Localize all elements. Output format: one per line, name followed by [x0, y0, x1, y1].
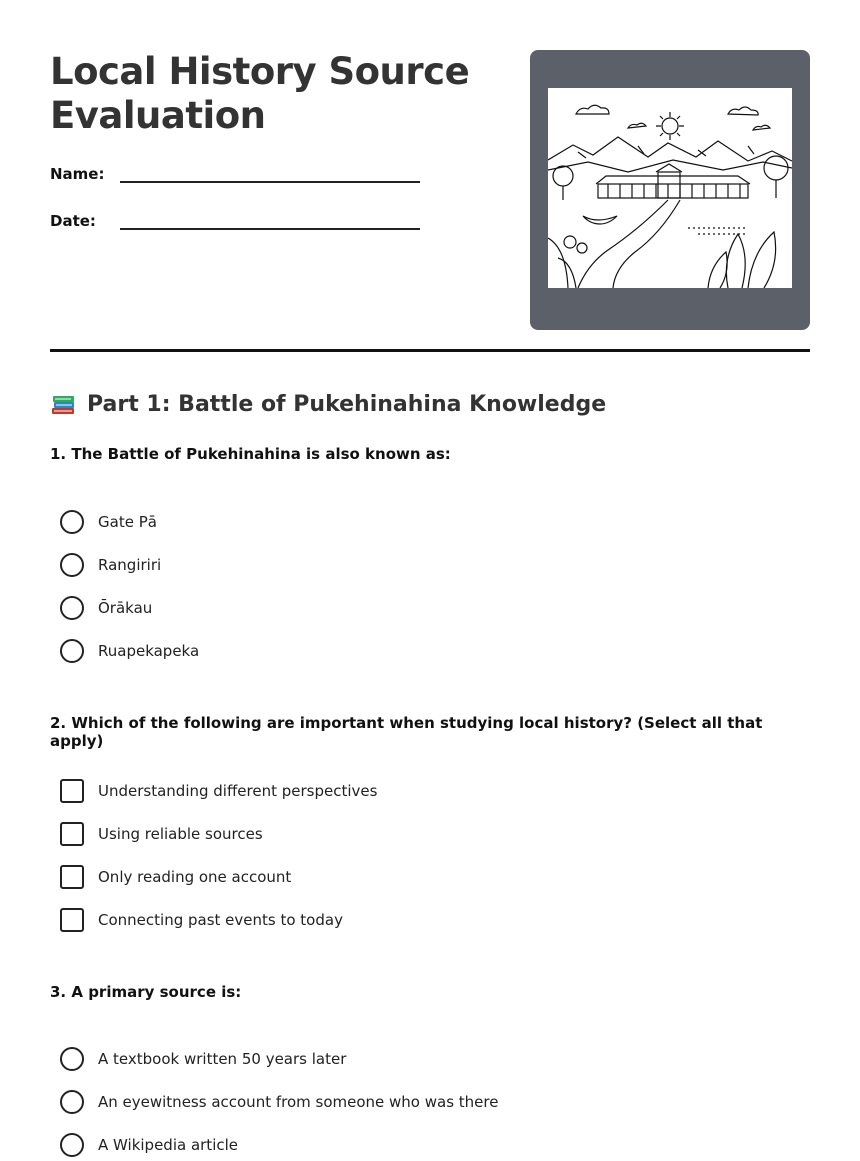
- name-label: Name:: [50, 165, 105, 183]
- option-label: Only reading one account: [98, 868, 292, 886]
- page-title: [50, 50, 510, 138]
- option-label: An eyewitness account from someone who was there: [98, 1093, 499, 1111]
- section-heading: [50, 388, 606, 420]
- q2-option[interactable]: [60, 864, 291, 890]
- q3-option[interactable]: [60, 1089, 498, 1115]
- radio-button[interactable]: [60, 510, 84, 534]
- landscape-illustration: [548, 88, 792, 288]
- q2-option[interactable]: [60, 907, 343, 933]
- q2-option[interactable]: [60, 778, 377, 804]
- option-label: Understanding different perspectives: [98, 782, 378, 800]
- date-field[interactable]: [50, 212, 420, 236]
- radio-button[interactable]: [60, 1090, 84, 1114]
- radio-button[interactable]: [60, 596, 84, 620]
- radio-button[interactable]: [60, 1047, 84, 1071]
- q1-option[interactable]: [60, 509, 157, 535]
- checkbox[interactable]: [60, 779, 84, 803]
- option-label: Using reliable sources: [98, 825, 263, 843]
- radio-button[interactable]: [60, 553, 84, 577]
- checkbox[interactable]: [60, 865, 84, 889]
- title-line-2: Evaluation: [50, 94, 266, 137]
- option-label: Ōrākau: [98, 599, 153, 617]
- q1-option[interactable]: [60, 638, 199, 664]
- name-field[interactable]: [50, 165, 420, 189]
- q3-option[interactable]: [60, 1046, 346, 1072]
- option-label: A Wikipedia article: [98, 1136, 239, 1154]
- q3-option[interactable]: [60, 1132, 238, 1158]
- title-line-1: Local History Source: [50, 50, 470, 93]
- option-label: A textbook written 50 years later: [98, 1050, 347, 1068]
- checkbox[interactable]: [60, 822, 84, 846]
- option-label: Gate Pā: [98, 513, 157, 531]
- q2-option[interactable]: [60, 821, 263, 847]
- q1-option[interactable]: [60, 552, 161, 578]
- header-divider: [50, 349, 810, 352]
- question-3-text: 3. A primary source is:: [50, 983, 242, 1001]
- radio-button[interactable]: [60, 1133, 84, 1157]
- option-label: Rangiriri: [98, 556, 162, 574]
- section-title: Part 1: Battle of Pukehinahina Knowledge: [87, 391, 607, 417]
- radio-button[interactable]: [60, 639, 84, 663]
- question-1-text: 1. The Battle of Pukehinahina is also known as:: [50, 445, 451, 463]
- question-2-text: 2. Which of the following are important when studying local history? (Select all that apply): [50, 714, 763, 750]
- date-input-line[interactable]: [120, 228, 420, 230]
- option-label: Connecting past events to today: [98, 911, 343, 929]
- name-input-line[interactable]: [120, 181, 420, 183]
- checkbox[interactable]: [60, 908, 84, 932]
- illustration-frame: [530, 50, 810, 330]
- q1-option[interactable]: [60, 595, 152, 621]
- option-label: Ruapekapeka: [98, 642, 200, 660]
- books-icon: [50, 390, 78, 418]
- date-label: Date:: [50, 212, 96, 230]
